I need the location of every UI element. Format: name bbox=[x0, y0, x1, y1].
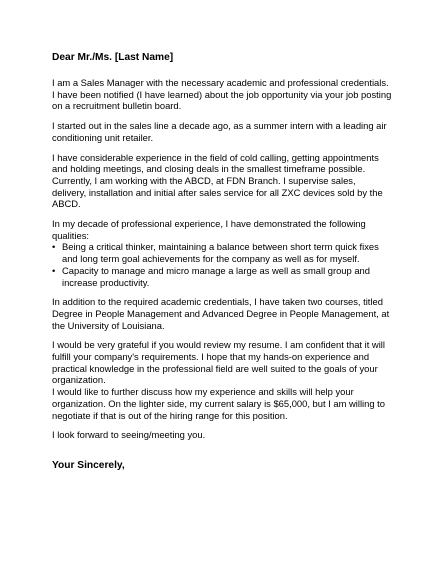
paragraph-closing-line: I look forward to seeing/meeting you. bbox=[52, 429, 206, 441]
bullet-text: Capacity to manage and micro manage a large as well as small group and increase productivity. bbox=[62, 264, 370, 288]
paragraph-current-role: Currently, I am working with the ABCD, at FDN Branch. I supervise sales, delivery, installation and initial after sales service for all ZXC devices sold by the ABCD. bbox=[52, 174, 383, 210]
paragraph-background: I started out in the sales line a decade ago, as a summer intern with a leading air conditioning unit retailer. bbox=[52, 120, 387, 143]
paragraph-experience: I have considerable experience in the field of cold calling, getting appointments and holding meetings, and closing deals in the smallest timeframe possible. bbox=[52, 151, 379, 175]
bullet-item bbox=[52, 265, 392, 288]
bullet-item bbox=[52, 241, 392, 264]
salutation: Dear Mr./Ms. [Last Name] bbox=[52, 52, 174, 63]
paragraph-further-discussion: I would like to further discuss how my experience and skills will help your organization. On the lighter side, my current salary is $65,000, but I am willing to negotiate if that is out of the hiring range for this position. bbox=[52, 386, 385, 421]
paragraph-qualities-intro: In my decade of professional experience, I have demonstrated the following qualities: bbox=[52, 218, 366, 241]
bullet-marker: • bbox=[52, 241, 56, 253]
paragraph-request-review: I would be very grateful if you would review my resume. I am confident that it will fulfill your company's requirements. I hope that my hands-on experience and practical knowledge in the professional field are well suited to the goals of your organization. bbox=[52, 339, 385, 386]
paragraph-intro: I am a Sales Manager with the necessary academic and professional credentials. I have been notified (I have learned) about the job opportunity via your job posting on a recruitment bulletin board. bbox=[52, 77, 392, 112]
cover-letter bbox=[52, 52, 392, 472]
bullet-marker: • bbox=[52, 264, 56, 276]
sign-off: Your Sincerely, bbox=[52, 459, 125, 471]
bullet-text: Being a critical thinker, maintaining a balance between short term quick fixes and long term goal achievements for the company as well as for myself. bbox=[62, 241, 379, 265]
paragraph-courses: In addition to the required academic credentials, I have taken two courses, titled Degree in People Management and Advanced Degree in People Management, at the University of Louisiana. bbox=[52, 296, 390, 331]
